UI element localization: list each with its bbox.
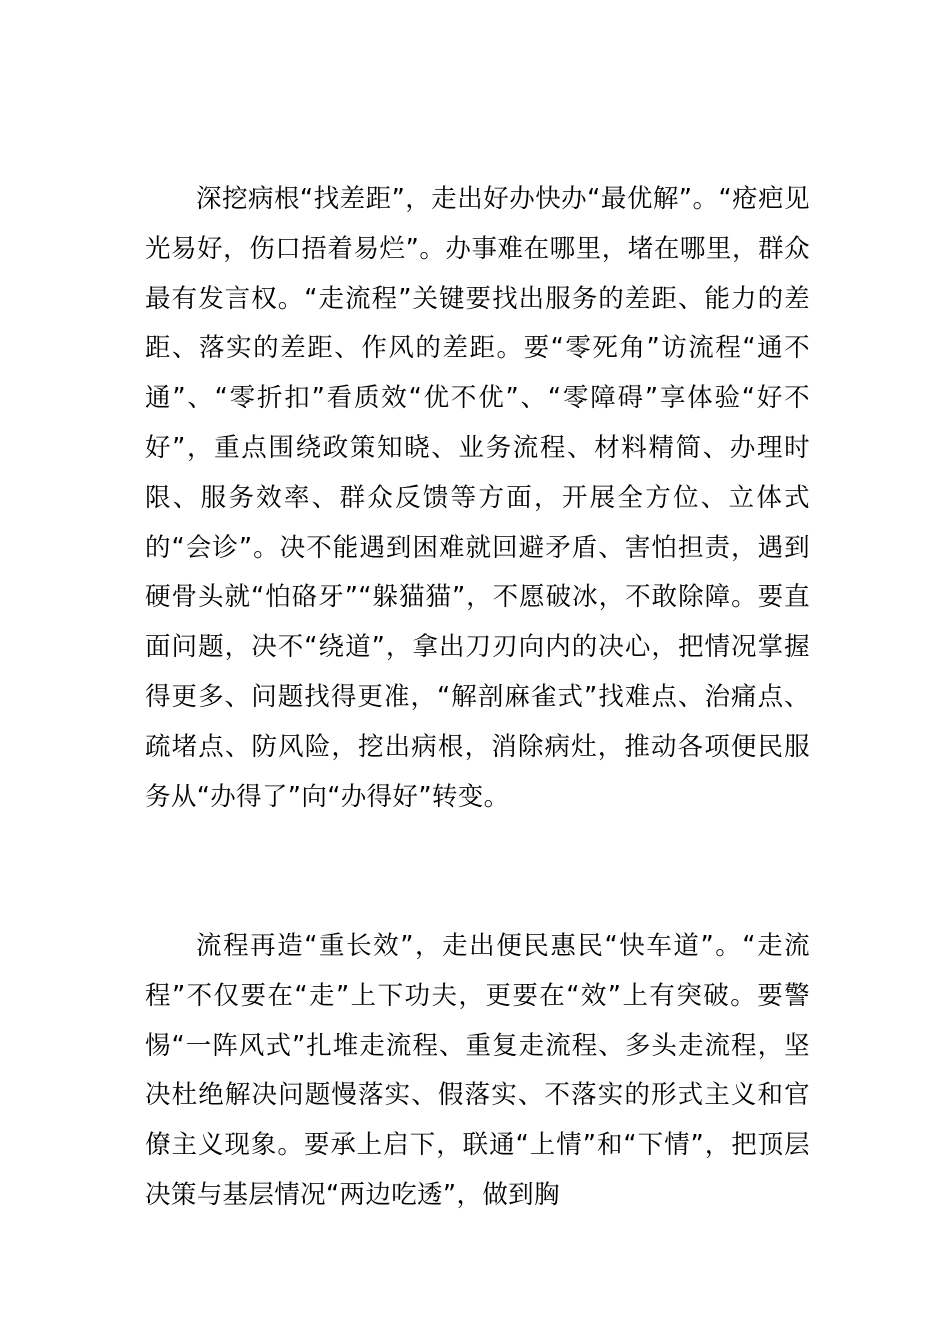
paragraph-process-reengineering: 流程再造“重长效”，走出便民惠民“快车道”。“走流程”不仅要在“走”上下功夫，更要在“效”上有突破。要警惕“一阵风式”扎堆走流程、重复走流程、多头走流程，坚决杜绝解决问题慢落实、假落实、不落实的形式主义和官僚主义现象。要承上启下，联通“上情”和“下情”，把顶层决策与基层情况“两边吃透”，做到胸: [145, 931, 810, 1210]
paragraph-find-gaps: 深挖病根“找差距”，走出好办快办“最优解”。“疮疤见光易好，伤口捂着易烂”。办事难在哪里，堵在哪里，群众最有发言权。“走流程”关键要找出服务的差距、能力的差距、落实的差距、作风的差距。要“零死角”访流程“通不通”、“零折扣”看质效“优不优”、“零障碍”享体验“好不好”，重点围绕政策知晓、业务流程、材料精简、办理时限、服务效率、群众反馈等方面，开展全方位、立体式的“会诊”。决不能遇到困难就回避矛盾、害怕担责，遇到硬骨头就“怕硌牙”“躲猫猫”，不愿破冰，不敢除障。要直面问题，决不“绕道”，拿出刀刃向内的决心，把情况掌握得更多、问题找得更准，“解剖麻雀式”找难点、治痛点、疏堵点、防风险，挖出病根，消除病灶，推动各项便民服务从“办得了”向“办得好”转变。: [145, 184, 810, 812]
